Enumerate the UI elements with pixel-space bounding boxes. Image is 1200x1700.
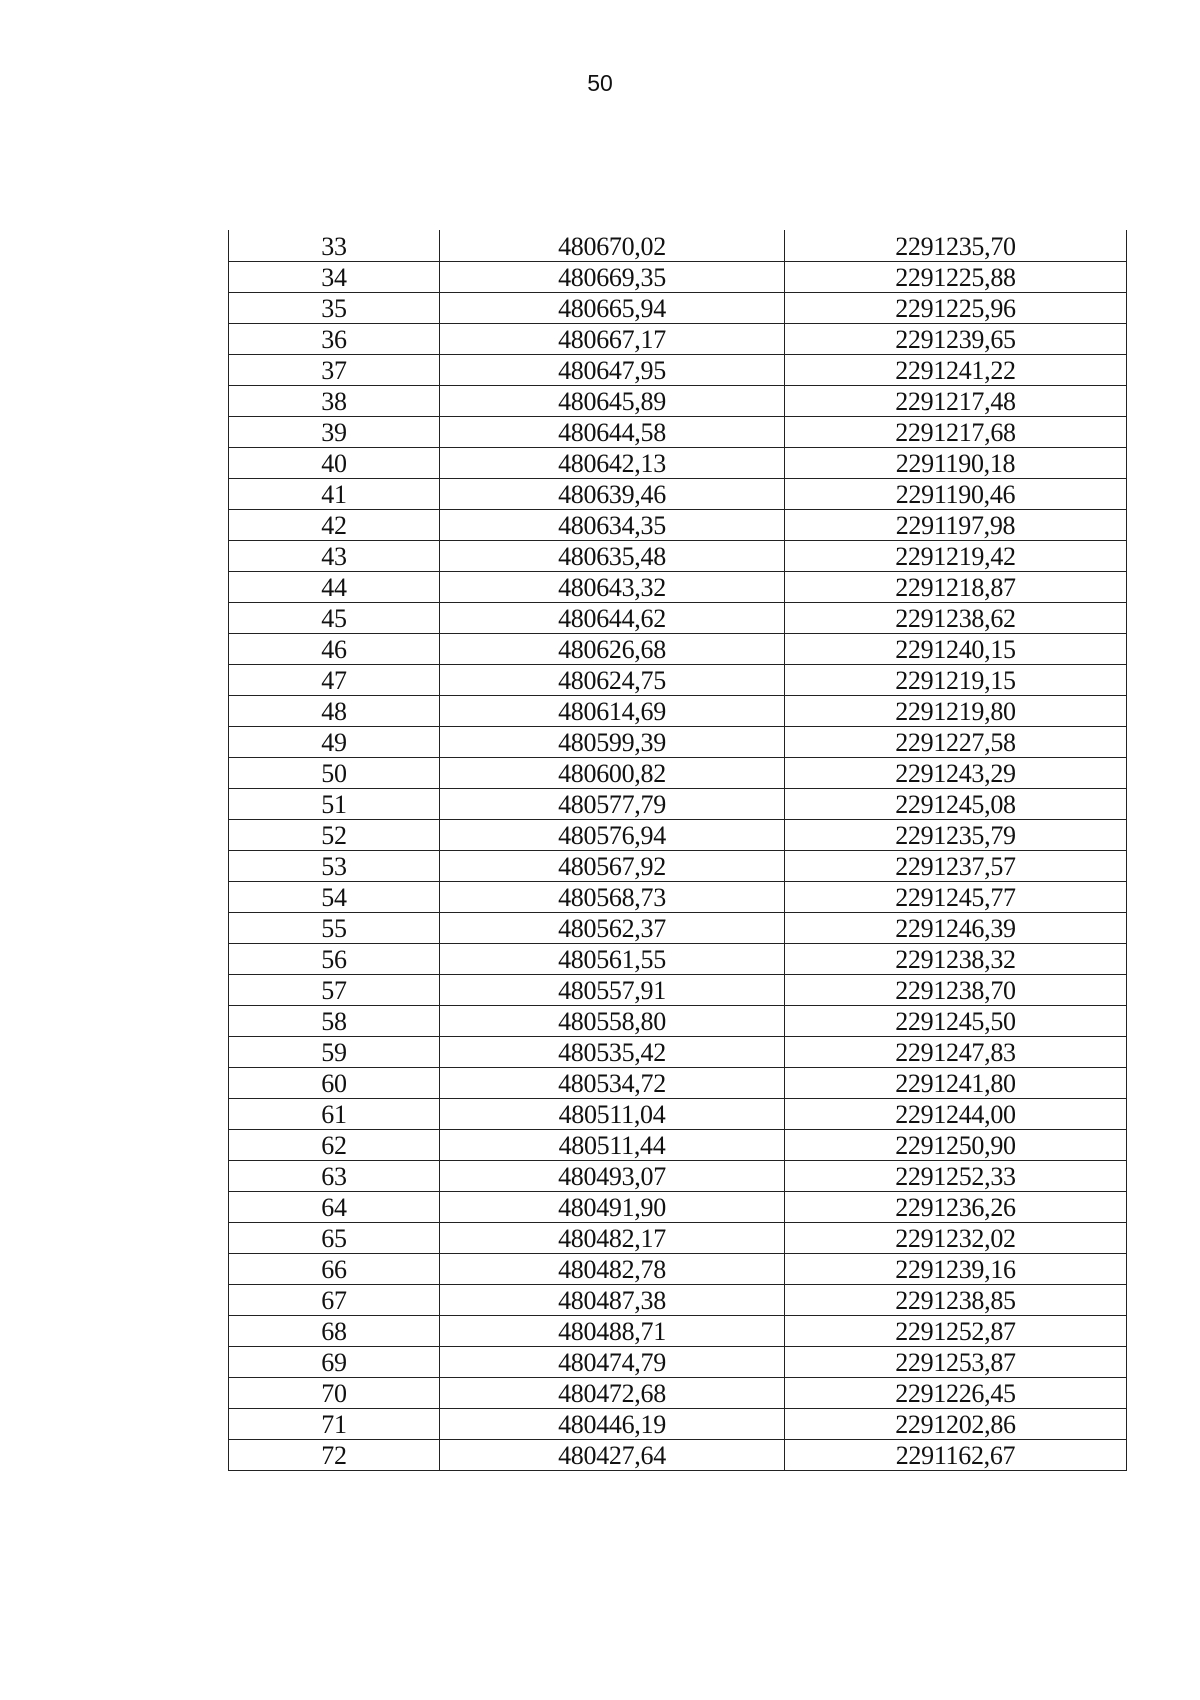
table-row (229, 509, 1127, 540)
y-coordinate-cell: 2291227,58 (785, 726, 1127, 757)
point-number-cell: 50 (229, 757, 440, 788)
y-coordinate-cell: 2291238,85 (785, 1284, 1127, 1315)
y-coordinate-cell: 2291217,68 (785, 416, 1127, 447)
x-coordinate-cell: 480667,17 (440, 323, 785, 354)
y-coordinate-cell: 2291244,00 (785, 1098, 1127, 1129)
table-row (229, 912, 1127, 943)
table-row (229, 602, 1127, 633)
point-number-cell: 41 (229, 478, 440, 509)
table-row (229, 1067, 1127, 1098)
y-coordinate-cell: 2291226,45 (785, 1377, 1127, 1408)
y-coordinate-cell: 2291245,08 (785, 788, 1127, 819)
point-number-cell: 72 (229, 1439, 440, 1470)
x-coordinate-cell: 480647,95 (440, 354, 785, 385)
x-coordinate-cell: 480643,32 (440, 571, 785, 602)
table-row (229, 1129, 1127, 1160)
y-coordinate-cell: 2291190,46 (785, 478, 1127, 509)
point-number-cell: 34 (229, 261, 440, 292)
table-row (229, 261, 1127, 292)
point-number-cell: 46 (229, 633, 440, 664)
table-row (229, 292, 1127, 323)
x-coordinate-cell: 480482,17 (440, 1222, 785, 1253)
point-number-cell: 43 (229, 540, 440, 571)
table-row (229, 1098, 1127, 1129)
x-coordinate-cell: 480567,92 (440, 850, 785, 881)
y-coordinate-cell: 2291250,90 (785, 1129, 1127, 1160)
table-row (229, 1005, 1127, 1036)
y-coordinate-cell: 2291253,87 (785, 1346, 1127, 1377)
point-number-cell: 38 (229, 385, 440, 416)
table-row (229, 664, 1127, 695)
point-number-cell: 64 (229, 1191, 440, 1222)
y-coordinate-cell: 2291245,50 (785, 1005, 1127, 1036)
table-row (229, 757, 1127, 788)
y-coordinate-cell: 2291252,87 (785, 1315, 1127, 1346)
y-coordinate-cell: 2291247,83 (785, 1036, 1127, 1067)
table-row (229, 1191, 1127, 1222)
y-coordinate-cell: 2291236,26 (785, 1191, 1127, 1222)
x-coordinate-cell: 480634,35 (440, 509, 785, 540)
y-coordinate-cell: 2291246,39 (785, 912, 1127, 943)
table-row (229, 478, 1127, 509)
table-row (229, 850, 1127, 881)
table-row (229, 1346, 1127, 1377)
table-row (229, 695, 1127, 726)
y-coordinate-cell: 2291197,98 (785, 509, 1127, 540)
point-number-cell: 58 (229, 1005, 440, 1036)
y-coordinate-cell: 2291245,77 (785, 881, 1127, 912)
table-row (229, 540, 1127, 571)
x-coordinate-cell: 480568,73 (440, 881, 785, 912)
x-coordinate-cell: 480511,04 (440, 1098, 785, 1129)
x-coordinate-cell: 480493,07 (440, 1160, 785, 1191)
y-coordinate-cell: 2291218,87 (785, 571, 1127, 602)
y-coordinate-cell: 2291232,02 (785, 1222, 1127, 1253)
y-coordinate-cell: 2291237,57 (785, 850, 1127, 881)
table-row (229, 1222, 1127, 1253)
table-row (229, 819, 1127, 850)
table-row (229, 881, 1127, 912)
table-row (229, 633, 1127, 664)
y-coordinate-cell: 2291238,32 (785, 943, 1127, 974)
table-row (229, 385, 1127, 416)
table-row (229, 1408, 1127, 1439)
x-coordinate-cell: 480535,42 (440, 1036, 785, 1067)
x-coordinate-cell: 480562,37 (440, 912, 785, 943)
table-row (229, 1439, 1127, 1470)
x-coordinate-cell: 480474,79 (440, 1346, 785, 1377)
point-number-cell: 52 (229, 819, 440, 850)
table-row (229, 323, 1127, 354)
table-row (229, 726, 1127, 757)
y-coordinate-cell: 2291235,70 (785, 230, 1127, 261)
x-coordinate-cell: 480665,94 (440, 292, 785, 323)
point-number-cell: 39 (229, 416, 440, 447)
point-number-cell: 57 (229, 974, 440, 1005)
x-coordinate-cell: 480482,78 (440, 1253, 785, 1284)
point-number-cell: 44 (229, 571, 440, 602)
x-coordinate-cell: 480557,91 (440, 974, 785, 1005)
x-coordinate-cell: 480670,02 (440, 230, 785, 261)
table-row (229, 354, 1127, 385)
table-row (229, 1160, 1127, 1191)
point-number-cell: 60 (229, 1067, 440, 1098)
point-number-cell: 48 (229, 695, 440, 726)
x-coordinate-cell: 480624,75 (440, 664, 785, 695)
point-number-cell: 54 (229, 881, 440, 912)
x-coordinate-cell: 480487,38 (440, 1284, 785, 1315)
y-coordinate-cell: 2291239,65 (785, 323, 1127, 354)
point-number-cell: 49 (229, 726, 440, 757)
y-coordinate-cell: 2291225,96 (785, 292, 1127, 323)
table-row (229, 1253, 1127, 1284)
y-coordinate-cell: 2291238,62 (785, 602, 1127, 633)
y-coordinate-cell: 2291243,29 (785, 757, 1127, 788)
x-coordinate-cell: 480644,58 (440, 416, 785, 447)
y-coordinate-cell: 2291190,18 (785, 447, 1127, 478)
x-coordinate-cell: 480488,71 (440, 1315, 785, 1346)
table-row (229, 1377, 1127, 1408)
table-row (229, 447, 1127, 478)
point-number-cell: 45 (229, 602, 440, 633)
x-coordinate-cell: 480561,55 (440, 943, 785, 974)
x-coordinate-cell: 480534,72 (440, 1067, 785, 1098)
x-coordinate-cell: 480446,19 (440, 1408, 785, 1439)
y-coordinate-cell: 2291235,79 (785, 819, 1127, 850)
y-coordinate-cell: 2291219,42 (785, 540, 1127, 571)
point-number-cell: 53 (229, 850, 440, 881)
x-coordinate-cell: 480558,80 (440, 1005, 785, 1036)
x-coordinate-cell: 480642,13 (440, 447, 785, 478)
x-coordinate-cell: 480644,62 (440, 602, 785, 633)
table-row (229, 571, 1127, 602)
point-number-cell: 65 (229, 1222, 440, 1253)
y-coordinate-cell: 2291240,15 (785, 633, 1127, 664)
x-coordinate-cell: 480491,90 (440, 1191, 785, 1222)
page-number: 50 (587, 70, 613, 96)
x-coordinate-cell: 480635,48 (440, 540, 785, 571)
y-coordinate-cell: 2291252,33 (785, 1160, 1127, 1191)
y-coordinate-cell: 2291238,70 (785, 974, 1127, 1005)
x-coordinate-cell: 480599,39 (440, 726, 785, 757)
point-number-cell: 42 (229, 509, 440, 540)
y-coordinate-cell: 2291162,67 (785, 1439, 1127, 1470)
point-number-cell: 55 (229, 912, 440, 943)
x-coordinate-cell: 480472,68 (440, 1377, 785, 1408)
x-coordinate-cell: 480614,69 (440, 695, 785, 726)
y-coordinate-cell: 2291219,15 (785, 664, 1127, 695)
table-row (229, 230, 1127, 261)
y-coordinate-cell: 2291225,88 (785, 261, 1127, 292)
table-row (229, 416, 1127, 447)
coordinates-table (228, 230, 1127, 1471)
x-coordinate-cell: 480626,68 (440, 633, 785, 664)
table-row (229, 943, 1127, 974)
coordinates-table-body (229, 230, 1127, 1470)
point-number-cell: 36 (229, 323, 440, 354)
point-number-cell: 63 (229, 1160, 440, 1191)
x-coordinate-cell: 480600,82 (440, 757, 785, 788)
table-row (229, 1284, 1127, 1315)
point-number-cell: 67 (229, 1284, 440, 1315)
point-number-cell: 69 (229, 1346, 440, 1377)
x-coordinate-cell: 480645,89 (440, 385, 785, 416)
point-number-cell: 61 (229, 1098, 440, 1129)
point-number-cell: 62 (229, 1129, 440, 1160)
x-coordinate-cell: 480511,44 (440, 1129, 785, 1160)
y-coordinate-cell: 2291239,16 (785, 1253, 1127, 1284)
point-number-cell: 47 (229, 664, 440, 695)
point-number-cell: 40 (229, 447, 440, 478)
y-coordinate-cell: 2291241,22 (785, 354, 1127, 385)
y-coordinate-cell: 2291241,80 (785, 1067, 1127, 1098)
table-row (229, 1315, 1127, 1346)
table-row (229, 788, 1127, 819)
point-number-cell: 56 (229, 943, 440, 974)
point-number-cell: 71 (229, 1408, 440, 1439)
table-row (229, 974, 1127, 1005)
point-number-cell: 70 (229, 1377, 440, 1408)
point-number-cell: 37 (229, 354, 440, 385)
y-coordinate-cell: 2291217,48 (785, 385, 1127, 416)
point-number-cell: 59 (229, 1036, 440, 1067)
point-number-cell: 68 (229, 1315, 440, 1346)
x-coordinate-cell: 480639,46 (440, 478, 785, 509)
x-coordinate-cell: 480577,79 (440, 788, 785, 819)
point-number-cell: 35 (229, 292, 440, 323)
y-coordinate-cell: 2291202,86 (785, 1408, 1127, 1439)
point-number-cell: 51 (229, 788, 440, 819)
x-coordinate-cell: 480669,35 (440, 261, 785, 292)
x-coordinate-cell: 480427,64 (440, 1439, 785, 1470)
point-number-cell: 66 (229, 1253, 440, 1284)
y-coordinate-cell: 2291219,80 (785, 695, 1127, 726)
table-row (229, 1036, 1127, 1067)
point-number-cell: 33 (229, 230, 440, 261)
x-coordinate-cell: 480576,94 (440, 819, 785, 850)
